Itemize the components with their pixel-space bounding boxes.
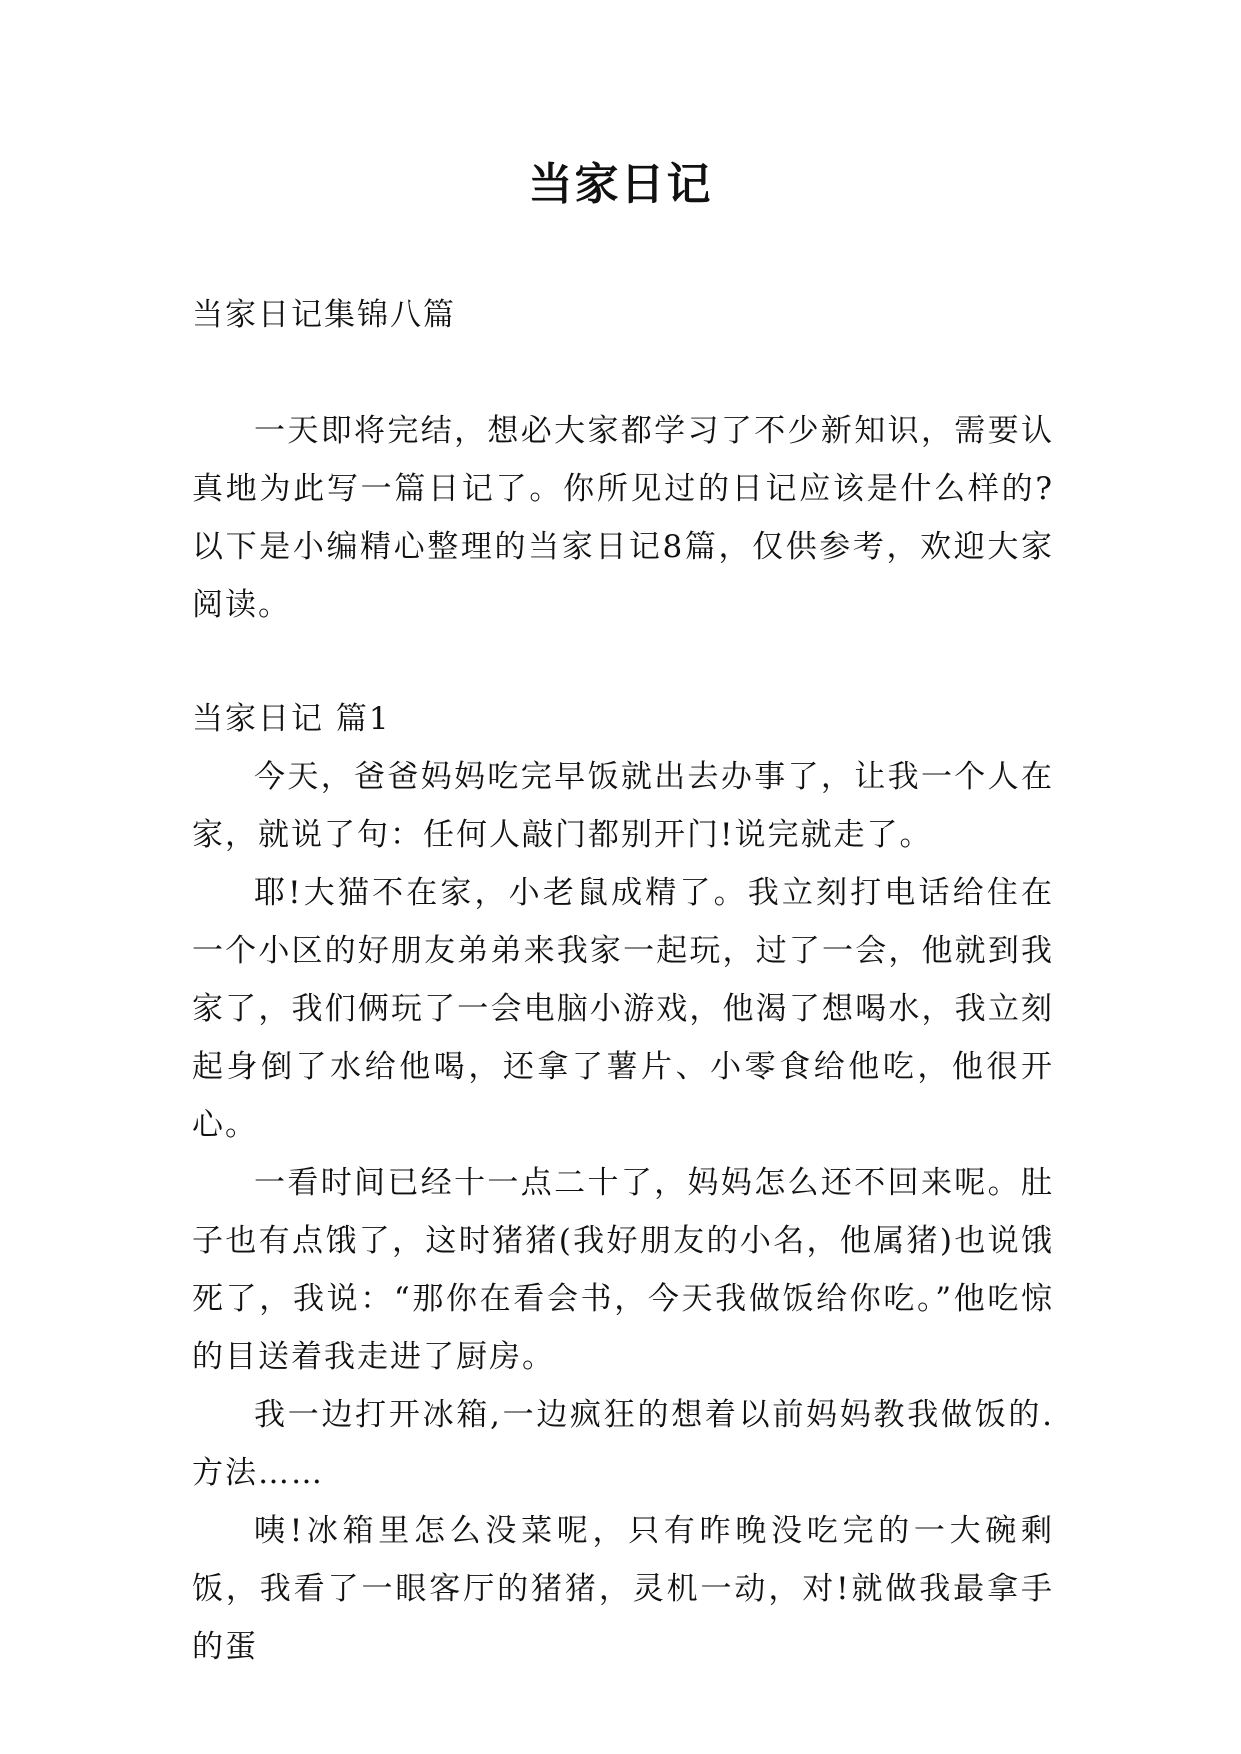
document-title: 当家日记 (528, 159, 713, 210)
body-paragraph: 今天，爸爸妈妈吃完早饭就出去办事了，让我一个人在家，就说了句：任何人敲门都别开门!说完就走了。 (192, 759, 1054, 853)
body-paragraph: 咦!冰箱里怎么没菜呢，只有昨晚没吃完的一大碗剩饭，我看了一眼客厅的猪猪，灵机一动，对!就做我最拿手的蛋 (192, 1513, 1054, 1665)
intro-paragraph-block (192, 402, 1054, 634)
body-paragraph: 一看时间已经十一点二十了，妈妈怎么还不回来呢。肚子也有点饿了，这时猪猪(我好朋友的小名，他属猪)也说饿死了，我说：“那你在看会书，今天我做饭给你吃。”他吃惊的目送着我走进了厨房。 (192, 1165, 1054, 1375)
intro-paragraph: 一天即将完结，想必大家都学习了不少新知识，需要认真地为此写一篇日记了。你所见过的日记应该是什么样的?以下是小编精心整理的当家日记8篇，仅供参考，欢迎大家阅读。 (192, 413, 1054, 623)
body-paragraph: 耶!大猫不在家，小老鼠成精了。我立刻打电话给住在一个小区的好朋友弟弟来我家一起玩，过了一会，他就到我家了，我们俩玩了一会电脑小游戏，他渴了想喝水，我立刻起身倒了水给他喝，还拿了薯片、小零食给他吃，他很开心。 (192, 875, 1054, 1143)
body-text (192, 748, 1054, 1676)
section-heading: 当家日记 篇1 (192, 701, 391, 737)
body-paragraph: 我一边打开冰箱,一边疯狂的想着以前妈妈教我做饭的.方法…… (192, 1397, 1054, 1491)
document-subtitle: 当家日记集锦八篇 (192, 297, 456, 333)
